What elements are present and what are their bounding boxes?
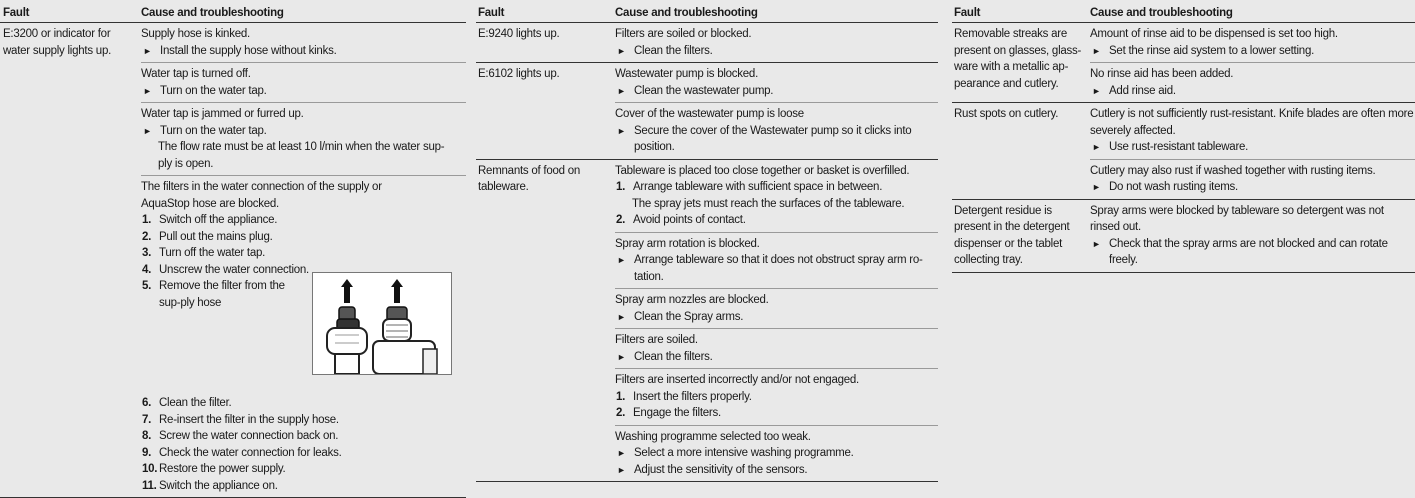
step-text: Screw the water connection back on.: [159, 430, 339, 442]
step-text: Pull out the mains plug.: [159, 230, 273, 243]
fault-cell: Removable streaks are present on glasses, glass-ware with a metallic ap-pearance and cutlery.: [954, 28, 1082, 90]
step-text: Clean the Spray arms.: [634, 310, 744, 323]
step-number: 2.: [616, 214, 626, 226]
cause-block: [1090, 200, 1415, 272]
step-text: Remove the filter from the sup-ply hose: [159, 280, 285, 309]
cause-block: [615, 329, 938, 369]
step-text: Check that the spray arms are not blocked and can rotate freely.: [1109, 237, 1388, 266]
step-marker: [615, 196, 632, 213]
step-number: 7.: [142, 413, 152, 426]
cause-text: The filters in the water connection of the supply or AquaStop hose are blocked.: [141, 181, 382, 210]
table-row: [476, 23, 938, 63]
cause-header: Cause and troubleshooting: [141, 7, 284, 19]
step-number: 8.: [142, 430, 152, 442]
table-header: [476, 4, 938, 23]
table-row: [952, 200, 1415, 273]
step-item: [615, 309, 938, 326]
step-item: [141, 43, 466, 60]
step-text: Add rinse aid.: [1109, 84, 1176, 97]
step-number: 11.: [142, 479, 157, 492]
step-item: [615, 389, 938, 406]
triangle-bullet-icon: ►: [143, 45, 152, 56]
cause-text: Amount of rinse aid to be dispensed is set too high.: [1090, 28, 1338, 40]
cause-text: Spray arms were blocked by tableware so detergent was not rinsed out.: [1090, 204, 1384, 233]
cause-text: No rinse aid has been added.: [1090, 68, 1234, 80]
step-text: Use rust-resistant tableware.: [1109, 141, 1249, 153]
causes-cell: [615, 160, 938, 482]
table-header: [952, 4, 1415, 23]
fault-cell: Remnants of food on tableware.: [478, 164, 581, 193]
cause-block: [615, 289, 938, 329]
cause-block: [141, 103, 466, 176]
step-item: [1090, 236, 1415, 269]
causes-cell: [141, 23, 466, 497]
cause-block: [1090, 103, 1415, 160]
cause-text: Washing programme selected too weak.: [615, 430, 811, 443]
triangle-bullet-icon: ►: [617, 351, 626, 362]
triangle-bullet-icon: ►: [1092, 45, 1101, 56]
causes-cell: [615, 23, 938, 62]
cause-text: Cover of the wastewater pump is loose: [615, 108, 804, 120]
triangle-bullet-icon: ►: [617, 125, 626, 136]
step-item: [615, 179, 938, 196]
triangle-bullet-icon: ►: [1092, 85, 1101, 96]
step-item: [615, 252, 938, 285]
step-number: 9.: [142, 446, 152, 459]
triangle-bullet-icon: ►: [617, 311, 626, 322]
fault-header: Fault: [478, 7, 505, 19]
step-item: [141, 395, 466, 412]
troubleshooting-table-2: [476, 4, 938, 482]
step-text: Turn off the water tap.: [159, 247, 266, 259]
step-text: Clean the filters.: [634, 44, 713, 57]
cause-header: Cause and troubleshooting: [1090, 7, 1233, 19]
triangle-bullet-icon: ►: [143, 125, 152, 136]
fault-cell: E:3200 or indicator for water supply lights up.: [3, 28, 112, 57]
step-text: Engage the filters.: [633, 407, 721, 419]
cause-text: Filters are soiled or blocked.: [615, 28, 752, 40]
step-text: The spray jets must reach the surfaces of the tableware.: [632, 197, 905, 210]
step-item: [141, 478, 466, 495]
step-item: [141, 83, 466, 100]
step-number: 4.: [142, 263, 152, 276]
step-text: Turn on the water tap.: [160, 124, 267, 137]
cause-text: Cutlery is not sufficiently rust-resistant. Knife blades are often more severely affected.: [1090, 108, 1414, 137]
table-row: [952, 103, 1415, 200]
step-item: [1090, 139, 1415, 156]
step-item: [615, 405, 938, 422]
cause-text: Wastewater pump is blocked.: [615, 68, 759, 80]
step-text: Set the rinse aid system to a lower setting.: [1109, 44, 1315, 57]
step-item: [615, 123, 938, 156]
step-text: Unscrew the water connection.: [159, 263, 309, 276]
fault-cell: E:9240 lights up.: [478, 28, 560, 40]
step-item: [141, 445, 466, 462]
step-text: Avoid points of contact.: [633, 214, 746, 226]
filter-removal-illustration: [312, 272, 452, 375]
step-item: [141, 229, 466, 246]
table-row: [952, 23, 1415, 103]
cause-text: Filters are inserted incorrectly and/or not engaged.: [615, 374, 859, 386]
troubleshooting-table-1: [0, 4, 466, 498]
step-text: Turn on the water tap.: [160, 84, 267, 97]
step-item: [1090, 43, 1415, 60]
step-text: Secure the cover of the Wastewater pump so it clicks into position.: [634, 124, 912, 153]
step-text: The flow rate must be at least 10 l/min when the water sup-ply is open.: [158, 141, 445, 170]
step-note: [615, 196, 938, 213]
cause-text: Filters are soiled.: [615, 334, 698, 346]
step-item: [615, 83, 938, 100]
step-text: Arrange tableware with sufficient space in between.: [633, 181, 883, 193]
table-row: [476, 63, 938, 160]
supply-hose-filter-image: [313, 273, 451, 374]
step-number: 5.: [142, 280, 152, 292]
step-text: Clean the filters.: [634, 350, 713, 363]
cause-block: [615, 103, 938, 159]
cause-text: Cutlery may also rust if washed together with rusting items.: [1090, 164, 1376, 177]
causes-cell: [1090, 103, 1415, 199]
table-row: [476, 160, 938, 483]
table-row: [0, 23, 466, 498]
step-number: 10.: [142, 463, 158, 475]
step-text: Do not wash rusting items.: [1109, 181, 1239, 193]
cause-block: [615, 63, 938, 103]
cause-block: [615, 160, 938, 233]
triangle-bullet-icon: ►: [1092, 238, 1101, 249]
cause-block: [1090, 23, 1415, 63]
step-text: Select a more intensive washing programme.: [634, 447, 854, 459]
cause-block: [615, 233, 938, 290]
step-text: Arrange tableware so that it does not obstruct spray arm ro-tation.: [634, 254, 923, 283]
step-item: [141, 123, 466, 140]
step-item: [1090, 83, 1415, 100]
step-item: [615, 462, 938, 479]
step-text: Insert the filters properly.: [633, 390, 752, 403]
triangle-bullet-icon: ►: [617, 255, 626, 265]
cause-block: [141, 63, 466, 103]
step-number: 2.: [616, 407, 626, 419]
triangle-bullet-icon: ►: [617, 85, 626, 96]
step-number: 2.: [142, 230, 152, 243]
step-text: Clean the filter.: [159, 397, 232, 409]
step-item: [615, 445, 938, 462]
fault-cell: Rust spots on cutlery.: [954, 108, 1059, 120]
step-number: 6.: [142, 397, 152, 409]
fault-cell: Detergent residue is present in the detergent dispenser or the tablet collecting tray.: [954, 204, 1070, 266]
step-number: 1.: [616, 390, 626, 403]
causes-cell: [1090, 23, 1415, 102]
step-text: Check the water connection for leaks.: [159, 446, 342, 459]
step-text: Restore the power supply.: [159, 463, 286, 475]
step-text: Adjust the sensitivity of the sensors.: [634, 463, 808, 476]
step-item: [141, 412, 466, 429]
step-item: [141, 428, 466, 445]
triangle-bullet-icon: ►: [617, 464, 626, 475]
cause-block: [615, 369, 938, 426]
step-text: Install the supply hose without kinks.: [160, 44, 337, 57]
cause-text: Supply hose is kinked.: [141, 28, 250, 40]
troubleshooting-table-3: [952, 4, 1415, 273]
cause-block: [141, 23, 466, 63]
causes-cell: [615, 63, 938, 159]
step-item: [1090, 179, 1415, 196]
triangle-bullet-icon: ►: [617, 45, 626, 56]
step-item: [141, 245, 466, 262]
step-item: [141, 212, 466, 229]
cause-header: Cause and troubleshooting: [615, 7, 758, 19]
step-number: 1.: [616, 181, 626, 193]
fault-header: Fault: [954, 7, 981, 19]
cause-block: [1090, 63, 1415, 102]
cause-text: Spray arm nozzles are blocked.: [615, 294, 769, 306]
step-note: [141, 139, 466, 172]
step-number: 1.: [142, 214, 152, 226]
table-header: [0, 4, 466, 23]
fault-header: Fault: [3, 7, 30, 19]
causes-cell: [1090, 200, 1415, 272]
triangle-bullet-icon: ►: [143, 85, 152, 96]
step-item: [615, 212, 938, 229]
triangle-bullet-icon: ►: [1092, 182, 1101, 192]
step-text: Re-insert the filter in the supply hose.: [159, 413, 339, 426]
step-number: 3.: [142, 247, 152, 259]
step-item: [615, 349, 938, 366]
cause-block: [615, 426, 938, 482]
step-marker: [141, 139, 158, 172]
step-item: [615, 43, 938, 60]
fault-cell: E:6102 lights up.: [478, 68, 560, 80]
cause-text: Water tap is jammed or furred up.: [141, 108, 304, 120]
triangle-bullet-icon: ►: [1092, 142, 1101, 152]
step-text: Clean the wastewater pump.: [634, 84, 774, 97]
triangle-bullet-icon: ►: [617, 448, 626, 458]
step-text: Switch the appliance on.: [159, 479, 278, 492]
cause-block: [1090, 160, 1415, 199]
cause-block: [615, 23, 938, 62]
cause-text: Spray arm rotation is blocked.: [615, 237, 760, 250]
step-item: [141, 461, 466, 478]
cause-text: Tableware is placed too close together or basket is overfilled.: [615, 164, 910, 177]
step-text: Switch off the appliance.: [159, 214, 278, 226]
cause-text: Water tap is turned off.: [141, 68, 251, 80]
